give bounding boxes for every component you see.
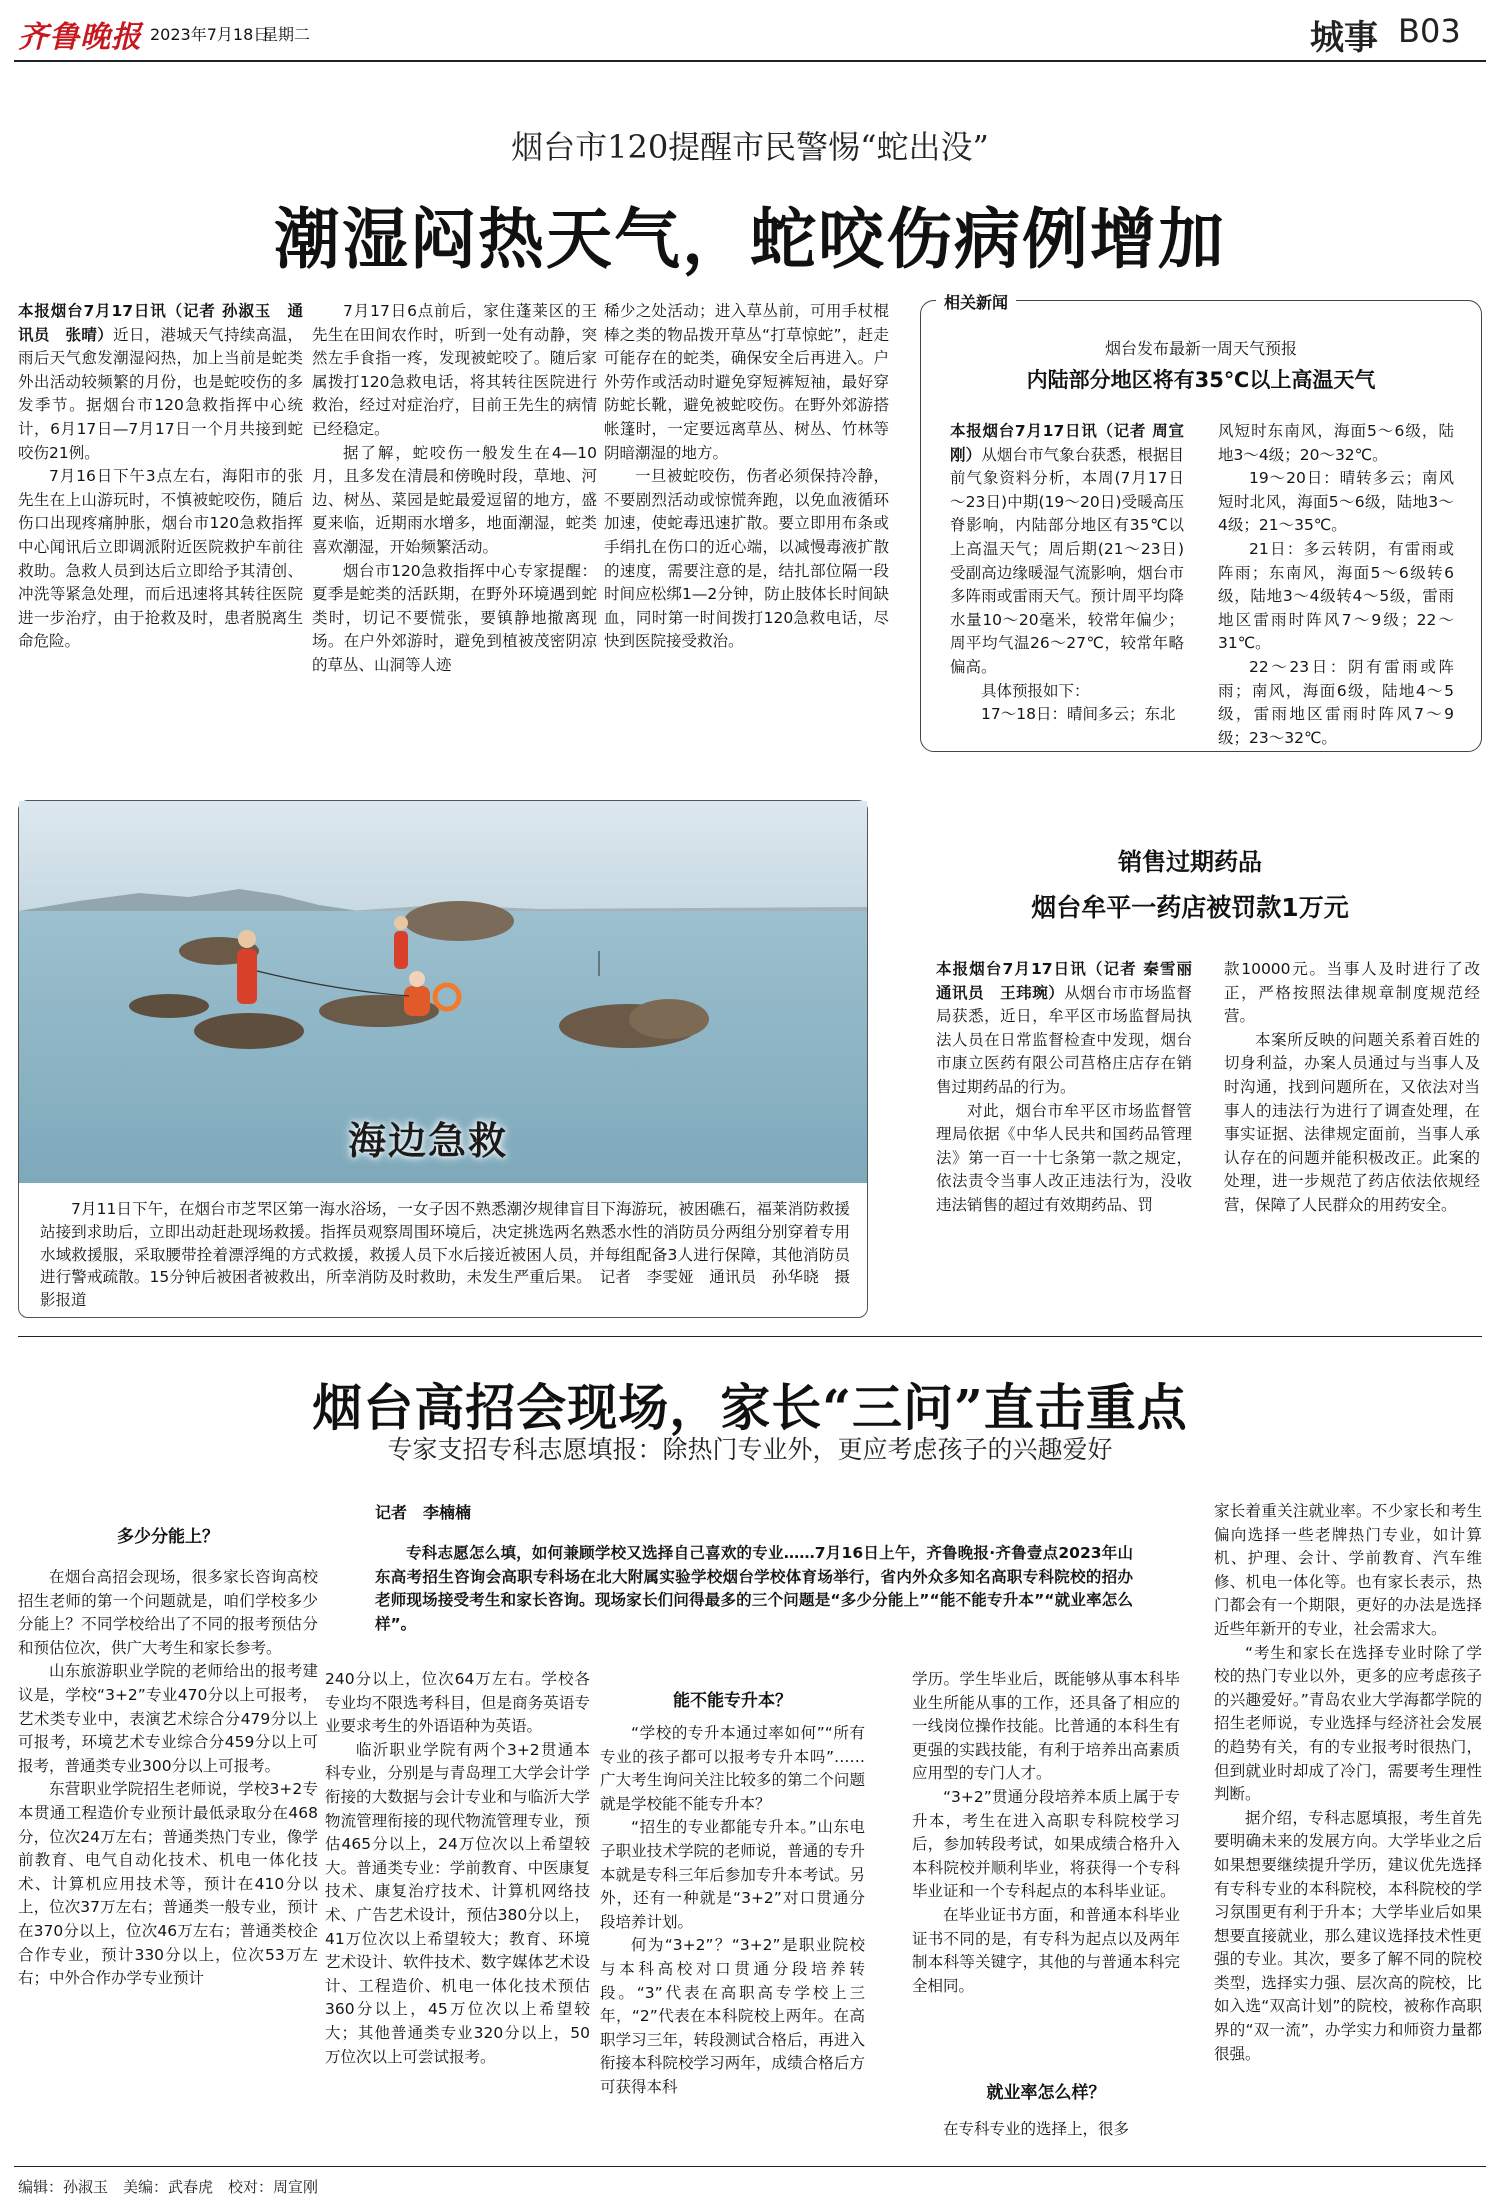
footer-credits: 编辑：孙淑玉 美编：武春虎 校对：周宣刚 (18, 2178, 319, 2196)
story3-col4: 学历。学生毕业后，既能够从事本科毕业生所能从事的工作，还具备了相应的一线岗位操作技能。比普通的本科生有更强的实践技能，有利于培养出高素质应用型的专门人才。 “3+2”贯通分段培养本质上属于专升本，考生在进入高职专科院校学习后，参加转段考试，如果成绩合格升入本科院校并顺利毕业，将获得一个专科毕业证和一个专科起点的本科毕业证。 在毕业证书方面，和普通本科毕业证书不同的是，有专科为起点以及两年制本科等关键字，其他的与普通本科完全相同。 (912, 1670, 1180, 1995)
story1-col2: 7月17日6点前后，家住蓬莱区的王先生在田间农作时，听到一处有动静，突然左手食指一疼，发现被蛇咬了。随后家属拨打120急救电话，将其转往医院进行救治，经过对症治疗，目前王先生的病情已经稳定。 据了解，蛇咬伤一般发生在4—10月，且多发在清晨和傍晚时段，草地、河边、树丛、菜园是蛇最爱逗留的地方，盛夏来临，近期雨水增多，地面潮湿，蛇类喜欢潮湿，开始频繁活动。 烟台市120急救指挥中心专家提醒：夏季是蛇类的活跃期，在野外环境遇到蛇类时，切记不要慌张，要镇静地撤离现场。在户外郊游时，避免到植被茂密阴凉的草丛、山洞等人迹 (312, 302, 597, 674)
issue-weekday: 星期二 (262, 25, 311, 44)
photo-caption: 7月11日下午，在烟台市芝罘区第一海水浴场，一女子因不熟悉潮汐规律盲目下海游玩，被困礁石，福莱消防救援站接到求助后，立即出动赶赴现场救援。指挥员观察周围环境后，决定挑选两名熟悉水性的消防员分两组分别穿着专用水域救援服，采取腰带拴着漂浮绳的方式救援，救援人员下水后接近被困人员，并每组配备3人进行保障，其他消防员进行警戒疏散。15分钟后被困者被救出，所幸消防及时救助，未发生严重后果。 记者 李雯娅 通讯员 孙华晓 摄影报道 (40, 1200, 850, 1310)
story3-headline: 烟台高招会现场，家长“三问”直击重点 (312, 1378, 1188, 1437)
masthead-rule (14, 60, 1486, 62)
story1-headline: 潮湿闷热天气，蛇咬伤病例增加 (274, 200, 1226, 278)
drugs-kicker: 销售过期药品 (1118, 848, 1262, 876)
story3-intro: 专科志愿怎么填，如何兼顾学校又选择自己喜欢的专业……7月16日上午，齐鲁晚报·齐鲁壹点2023年山东高考招生咨询会高职专科场在北大附属实验学校烟台学校体育场举行，省内外众多知名高职专科院校的招办老师现场接受考生和家长咨询。现场家长们问得最多的三个问题是“多少分能上”“能不能专升本”“就业率怎么样”。 (375, 1544, 1133, 1633)
photo-title: 海边急救 (348, 1118, 509, 1163)
story3-reporter: 记者 李楠楠 (375, 1503, 472, 1522)
story1-kicker: 烟台市120提醒市民警惕“蛇出没” (511, 128, 989, 166)
story3-col4b: 在专科专业的选择上，很多 (943, 2120, 1130, 2138)
related-news-label: 相关新闻 (936, 290, 1016, 313)
issue-date: 2023年7月18日 (150, 25, 270, 44)
related-news-col1: 本报烟台7月17日讯（记者 周宣刚）从烟台市气象台获悉，根据目前气象资料分析，本周(7月17日～23日)中期(19～20日)受暖高压脊影响，内陆部分地区有35℃以上高温天气；周后期(21～23日)受副高边缘暖湿气流影响，烟台市多阵雨或雷雨天气。预计周平均降水量10～20毫米，较常年偏少；周平均气温26～27℃，较常年略偏高。 具体预报如下： 17～18日：晴间多云；东北 (950, 422, 1184, 724)
story3-col5: 家长着重关注就业率。不少家长和考生偏向选择一些老牌热门专业，如计算机、护理、会计、学前教育、汽车维修、机电一体化等。也有家长表示，热门都会有一个期限，更好的办法是选择近些年新开的专业，社会需求大。 “考生和家长在选择专业时除了学校的热门专业以外，更多的应考虑孩子的兴趣爱好。”青岛农业大学海都学院的招生老师说，专业选择与经济社会发展的趋势有关，有的专业报考时很热门，但到就业时却成了冷门，需要考生理性判断。 据介绍，专科志愿填报，考生首先要明确未来的发展方向。大学毕业之后如果想要继续提升学历，建议优先选择有专科专业的本科院校，本科院校的学习氛围更有利于升本；大学毕业后如果想要直接就业，那么建议选择技术性更强的专业。其次，要多了解不同的院校类型，选择实力强、层次高的院校，比如入选“双高计划”的院校，被称作高职界的“双一流”，办学实力和师资力量都很强。 (1214, 1502, 1482, 2063)
story3-subhead: 专家支招专科志愿填报：除热门专业外，更应考虑孩子的兴趣爱好 (387, 1435, 1113, 1464)
related-news-headline: 内陆部分地区将有35℃以上高温天气 (1026, 368, 1376, 392)
rescuer-1 (237, 930, 257, 1004)
related-news-col2: 风短时东南风，海面5～6级，陆地3～4级；20～32℃。 19～20日：晴转多云；南风短时北风，海面5～6级，陆地3～4级；21～35℃。 21日：多云转阴，有雷雨或阵雨；东南风，海面5～6级转6级，陆地3～4级转4～5级，雷雨地区雷雨时阵风7～9级；22～31℃。 22～23日：阴有雷雨或阵雨；南风，海面6级，陆地4～5级，雷雨地区雷雨时阵风7～9级；23～32℃。 (1218, 422, 1454, 747)
story1-col3: 稀少之处活动；进入草丛前，可用手杖棍棒之类的物品拨开草丛“打草惊蛇”，赶走可能存在的蛇类，确保安全后再进入。户外劳作或活动时避免穿短裤短袖，最好穿防蛇长靴，避免被蛇咬伤。在野外郊游搭帐篷时，一定要远离草丛、树丛、竹林等阴暗潮湿的地方。 一旦被蛇咬伤，伤者必须保持冷静，不要剧烈活动或惊慌奔跑，以免血液循环加速，使蛇毒迅速扩散。要立即用布条或手绢扎在伤口的近心端，以减慢毒液扩散的速度，需要注意的是，结扎部位隔一段时间应松绑1—2分钟，防止肢体长时间缺血，同时第一时间拨打120急救电话，尽快到医院接受救治。 (604, 302, 889, 651)
story1-col1: 本报烟台7月17日讯（记者 孙淑玉 通讯员 张晴）近日，港城天气持续高温，雨后天气愈发潮湿闷热，加上当前是蛇类外出活动较频繁的月份，也是蛇咬伤的多发季节。据烟台市120急救指挥中心统计，6月17日—7月17日一个月共接到蛇咬伤21例。 7月16日下午3点左右，海阳市的张先生在上山游玩时，不慎被蛇咬伤，随后伤口出现疼痛肿胀，烟台市120急救指挥中心闻讯后立即调派附近医院救护车前往救助。急救人员到达后立即给予其清创、冲洗等紧急处理，而后迅速将其转往医院进一步治疗，由于抢救及时，患者脱离生命危险。 (18, 302, 303, 651)
question-1: 多少分能上？ (117, 1527, 219, 1547)
section-name: 城事 (1310, 18, 1378, 58)
footer-rule (14, 2166, 1486, 2167)
story3-col2: 240分以上，位次64万左右。学校各专业均不限选考科目，但是商务英语专业要求考生的外语语种为英语。 临沂职业学院有两个3+2贯通本科专业，分别是与青岛理工大学会计学衔接的大数据与会计专业和与临沂大学物流管理衔接的现代物流管理专业，预估465分以上，24万位次以上希望较大。普通类专业：学前教育、中医康复技术、康复治疗技术、计算机网络技术、广告艺术设计，预估380分以上，41万位次以上希望较大；教育、环境艺术设计、软件技术、数字媒体艺术设计、工程造价、机电一体化技术预估360分以上，45万位次以上希望较大；其他普通类专业320分以上，50万位次以上可尝试报考。 (325, 1670, 590, 2066)
drugs-col2: 款10000元。当事人及时进行了改正，严格按照法律规章制度规范经营。 本案所反映的问题关系着百姓的切身利益，办案人员通过与当事人及时沟通，找到问题所在，又依法对当事人的违法行为进行了调查处理，在事实证据、法律规定面前，当事人承认存在的问题并能积极改正。此案的处理，进一步规范了药店依法依规经营，保障了人民群众的用药安全。 (1224, 960, 1480, 1214)
page-number: B03 (1398, 12, 1461, 50)
story3-col3: “学校的专升本通过率如何”“所有专业的孩子都可以报考专升本吗”……广大考生询问关注比较多的第二个问题就是学校能不能专升本？ “招生的专业都能专升本。”山东电子职业技术学院的老师说，普通的专升本就是专科三年后参加专升本考试。另外，还有一种就是“3+2”对口贯通分段培养计划。 何为“3+2”？“3+2”是职业院校与本科高校对口贯通分段培养转段。“3”代表在高职高专学校上三年，“2”代表在本科院校上两年。在高职学习三年，转段测试合格后，再进入衔接本科院校学习两年，成绩合格后方可获得本科 (600, 1724, 865, 2096)
drugs-col1: 本报烟台7月17日讯（记者 秦雪丽 通讯员 王玮琬）从烟台市市场监督局获悉，近日，牟平区市场监督局执法人员在日常监督检查中发现，烟台市康立医药有限公司莒格庄店存在销售过期药品的行为。 对此，烟台市牟平区市场监督管理局依据《中华人民共和国药品管理法》第一百一十七条第一款之规定，依法责令当事人改正违法行为，没收违法销售的超过有效期药品、罚 (936, 960, 1208, 1214)
masthead (0, 0, 1500, 62)
newspaper-logo: 齐鲁晚报 (18, 20, 142, 55)
section-divider (18, 1336, 1482, 1337)
story3-col1: 在烟台高招会现场，很多家长咨询高校招生老师的第一个问题就是，咱们学校多少分能上？不同学校给出了不同的报考预估分和预估位次，供广大考生和家长参考。 山东旅游职业学院的老师给出的报考建议是，学校“3+2”专业470分以上可报考，艺术类专业中，表演艺术综合分479分以上可报考，环境艺术专业综合分459分以上可报考，普通类专业300分以上可报考。 东营职业学院招生老师说，学校3+2专本贯通工程造价专业预计最低录取分在468分，位次24万左右；普通类热门专业，像学前教育、电气自动化技术、机电一体化技术、计算机应用技术等，预计在410分以上，位次37万左右；普通类一般专业，预计在370分以上，位次46万左右；普通类校企合作专业，预计330分以上，位次53万左右；中外合作办学专业预计 (18, 1568, 318, 1988)
question-2: 能不能专升本？ (673, 1691, 792, 1711)
rescuer-2 (394, 916, 408, 969)
related-news-kicker: 烟台发布最新一周天气预报 (1104, 339, 1297, 358)
drugs-headline: 烟台牟平一药店被罚款1万元 (1031, 893, 1349, 922)
question-3: 就业率怎么样？ (986, 2083, 1106, 2103)
